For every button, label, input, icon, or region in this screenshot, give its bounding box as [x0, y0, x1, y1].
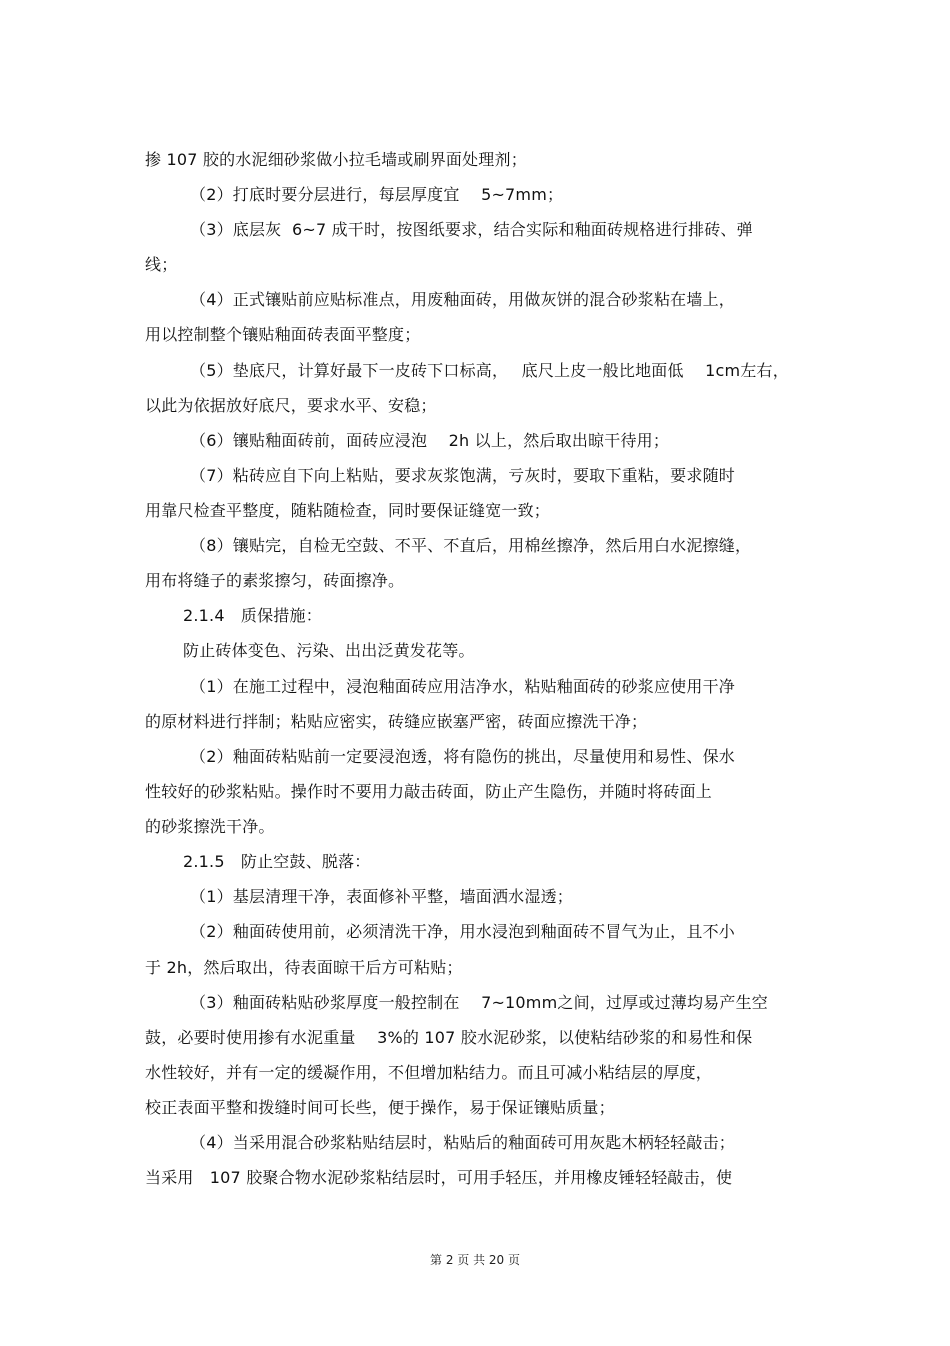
text-line: （2）釉面砖粘贴前一定要浸泡透，将有隐伤的挑出，尽量使用和易性、保水: [190, 747, 735, 766]
text-line: （2）釉面砖使用前，必须清洗干净，用水浸泡到釉面砖不冒气为止，且不小: [190, 922, 735, 941]
text-line: （7）粘砖应自下向上粘贴，要求灰浆饱满，亏灰时，要取下重粘，要求随时: [190, 466, 735, 485]
text-line: 用靠尺检查平整度，随粘随检查，同时要保证缝宽一致；: [145, 501, 551, 520]
text-line: 于 2h，然后取出，待表面晾干后方可粘贴；: [145, 958, 463, 977]
text-line: （6）镶贴釉面砖前，面砖应浸泡 2h 以上，然后取出晾干待用；: [190, 431, 670, 450]
text-line: 线；: [145, 255, 178, 274]
text-line: （3）釉面砖粘贴砂浆厚度一般控制在 7~10mm之间，过厚或过薄均易产生空: [190, 993, 768, 1012]
text-line: 以此为依据放好底尺，要求水平、安稳；: [145, 396, 437, 415]
page-number: 第 2 页 共 20 页: [430, 1253, 520, 1267]
text-line: 防止砖体变色、污染、出出泛黄发花等。: [183, 641, 475, 660]
text-line: 性较好的砂浆粘贴。操作时不要用力敲击砖面，防止产生隐伤，并随时将砖面上: [145, 782, 713, 801]
text-line: 用以控制整个镶贴釉面砖表面平整度；: [145, 325, 421, 344]
text-line: （3）底层灰 6~7 成干时，按图纸要求，结合实际和釉面砖规格进行排砖、弹: [190, 220, 753, 239]
text-line: 水性较好，并有一定的缓凝作用，不但增加粘结力。而且可减小粘结层的厚度，: [145, 1063, 713, 1082]
text-line: （1）基层清理干净，表面修补平整，墙面洒水湿透；: [190, 887, 573, 906]
text-line: （4）正式镶贴前应贴标准点，用废釉面砖，用做灰饼的混合砂浆粘在墙上，: [190, 290, 735, 309]
section-heading: 2.1.4 质保措施：: [183, 606, 322, 625]
text-line: （5）垫底尺，计算好最下一皮砖下口标高， 底尺上皮一般比地面低 1cm左右，: [190, 361, 789, 380]
text-line: 当采用 107 胶聚合物水泥砂浆粘结层时，可用手轻压，并用橡皮锤轻轻敲击，使: [145, 1168, 733, 1187]
text-line: 的原材料进行拌制；粘贴应密实，砖缝应嵌塞严密，砖面应擦洗干净；: [145, 712, 648, 731]
text-line: 的砂浆擦洗干净。: [145, 817, 275, 836]
text-line: 用布将缝子的素浆擦匀，砖面擦净。: [145, 571, 405, 590]
text-line: 校正表面平整和拨缝时间可长些，便于操作，易于保证镶贴质量；: [145, 1098, 615, 1117]
text-line: （2）打底时要分层进行，每层厚度宜 5~7mm；: [190, 185, 564, 204]
text-line: （8）镶贴完，自检无空鼓、不平、不直后，用棉丝擦净，然后用白水泥擦缝，: [190, 536, 752, 555]
text-line: （1）在施工过程中，浸泡釉面砖应用洁净水，粘贴釉面砖的砂浆应使用干净: [190, 677, 735, 696]
text-line: 鼓，必要时使用掺有水泥重量 3%的 107 胶水泥砂浆，以使粘结砂浆的和易性和保: [145, 1028, 753, 1047]
section-heading: 2.1.5 防止空鼓、脱落：: [183, 852, 371, 871]
text-line: 掺 107 胶的水泥细砂浆做小拉毛墙或刷界面处理剂；: [145, 150, 527, 169]
text-line: （4）当采用混合砂浆粘贴结层时，粘贴后的釉面砖可用灰匙木柄轻轻敲击；: [190, 1133, 735, 1152]
